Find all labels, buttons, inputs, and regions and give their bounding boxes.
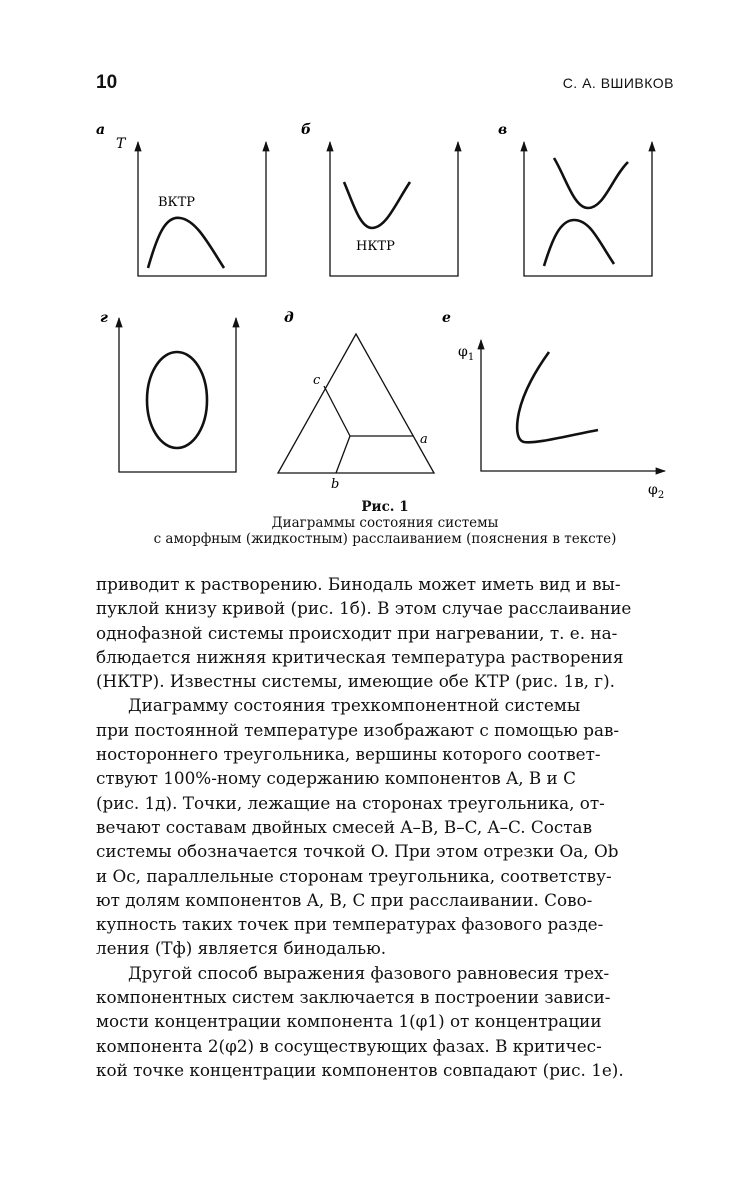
text-line: ют долям компонентов A, B, C при расслаивании. Сово- <box>96 889 593 910</box>
segment-ob <box>336 436 350 473</box>
text-line: пуклой книзу кривой (рис. 1б). В этом случае расслаивание <box>96 598 632 619</box>
point-label-b: b <box>331 477 340 492</box>
paragraph-1 <box>96 572 674 693</box>
text-line: Другой способ выражения фазового равновесия трех- <box>128 962 610 983</box>
text-line: вечают составам двойных смесей A–B, B–C, A–C. Состав <box>96 816 593 837</box>
figure-1-diagrams <box>88 118 678 498</box>
caption-title: Рис. 1 <box>361 499 409 515</box>
segment-oc <box>324 386 350 436</box>
closed-loop-binodal <box>147 352 207 448</box>
text-line: при постоянной температуре изображают с помощью рав- <box>96 719 620 740</box>
text-line: ления (Tф) является бинодалью. <box>96 938 387 959</box>
axis-label-phi2: $\varphi_2$ <box>648 482 665 498</box>
panel-g <box>100 310 236 472</box>
curve-lower-uckt <box>544 220 614 266</box>
axis-label-t: T <box>116 136 126 152</box>
point-label-c: c <box>313 373 321 388</box>
curve-lckt <box>344 182 410 228</box>
label-vktr: ВКТР <box>158 195 196 210</box>
body-text <box>96 572 674 1082</box>
paragraph-3 <box>96 961 674 1082</box>
curve-upper-lckt <box>554 158 628 208</box>
text-line: (рис. 1д). Точки, лежащие на сторонах треугольника, от- <box>96 792 605 813</box>
text-line: и Oc, параллельные сторонам треугольника, соответству- <box>96 865 612 886</box>
text-line: кой точке концентрации компонентов совпадают (рис. 1е). <box>96 1059 624 1080</box>
text-line: ствуют 100%-ному содержанию компонентов A, B и C <box>96 768 576 789</box>
running-head: С. А. ВШИВКОВ <box>562 75 674 91</box>
panel-d <box>278 310 434 492</box>
panel-label-b: б <box>301 122 312 138</box>
panel-label-d: д <box>284 310 294 326</box>
panel-label-g: г <box>100 310 108 326</box>
text-line: однофазной системы происходит при нагревании, т. е. на- <box>96 622 618 643</box>
label-nktr: НКТР <box>356 239 395 254</box>
point-label-a: a <box>420 432 428 447</box>
caption-line: Диаграммы состояния системы <box>271 515 499 531</box>
panel-label-v: в <box>498 122 508 138</box>
axes-e <box>481 340 665 471</box>
text-line: Диаграмму состояния трехкомпонентной системы <box>128 695 581 716</box>
text-line: ностороннего треугольника, вершины которого соответ- <box>96 744 601 765</box>
ternary-triangle <box>278 334 434 473</box>
text-line: системы обозначается точкой O. При этом отрезки Oa, Ob <box>96 841 619 862</box>
text-line: мости концентрации компонента 1(φ1) от концентрации <box>96 1011 602 1032</box>
panel-label-a: а <box>96 122 106 138</box>
text-line: купность таких точек при температурах фазового разде- <box>96 914 604 935</box>
panel-a <box>96 122 266 276</box>
page-header <box>96 72 674 102</box>
paragraph-2 <box>96 693 674 960</box>
axis-label-phi1: $\varphi_1$ <box>458 344 475 363</box>
caption-line: с аморфным (жидкостным) расслаиванием (пояснения в тексте) <box>153 531 617 547</box>
page-number: 10 <box>96 72 118 93</box>
text-line: компонента 2(φ2) в сосуществующих фазах. В критичес- <box>96 1035 602 1056</box>
text-line: компонентных систем заключается в построении зависи- <box>96 987 611 1008</box>
panel-e <box>442 310 665 498</box>
panel-label-e: е <box>442 310 451 326</box>
text-line: приводит к растворению. Бинодаль может иметь вид и вы- <box>96 574 621 594</box>
panel-b <box>301 122 458 276</box>
panel-v <box>498 122 652 276</box>
text-line: (НКТР). Известны системы, имеющие обе КТР (рис. 1в, г). <box>96 671 615 692</box>
curve-uckt <box>148 218 224 268</box>
text-line: блюдается нижняя критическая температура растворения <box>96 646 624 667</box>
curve-phase-equilibrium <box>517 352 598 442</box>
figure-caption <box>96 499 674 547</box>
